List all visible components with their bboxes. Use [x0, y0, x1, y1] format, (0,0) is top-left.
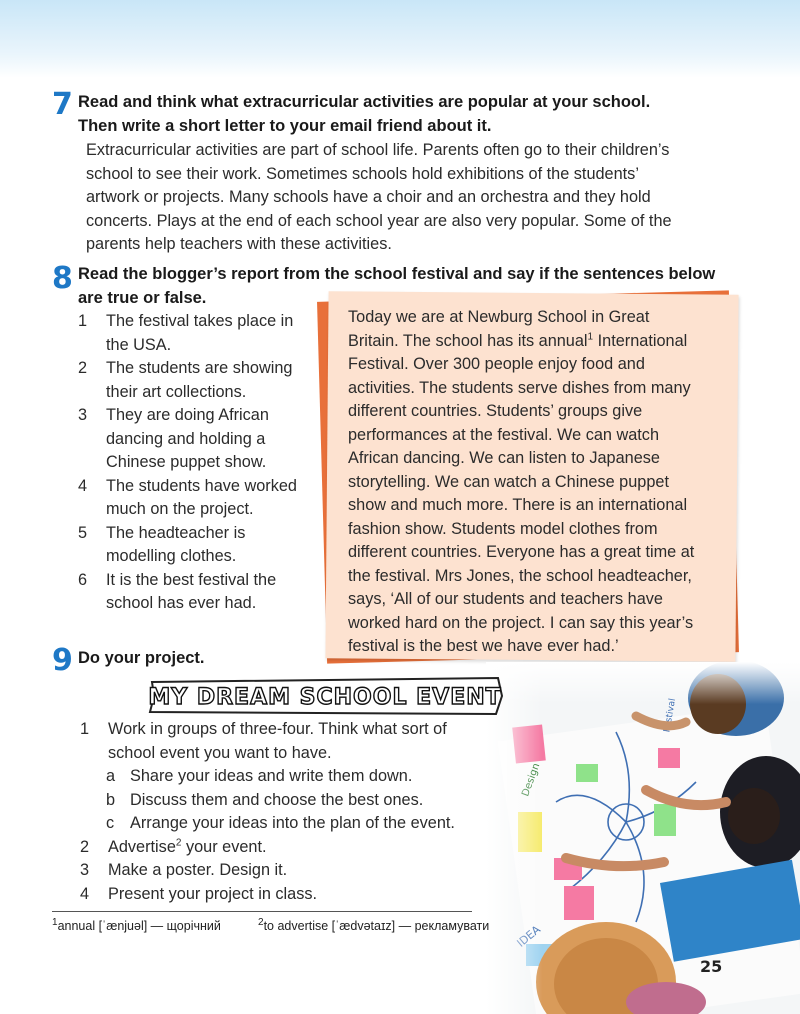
list-item	[78, 475, 318, 522]
item-number: 4	[80, 884, 90, 903]
blog-line: Festival. Over 300 people enjoy food and	[348, 355, 645, 373]
blog-line: African dancing. We can listen to Japanese	[348, 449, 660, 467]
blog-text: Britain. The school has its annual	[348, 331, 588, 350]
item-number: 2	[80, 837, 90, 856]
item-line: The students have worked	[106, 476, 297, 495]
item-number: 4	[78, 476, 88, 495]
exercise-9-number: 9	[52, 643, 73, 678]
blog-line: different countries. Everyone has a great time at	[348, 543, 695, 561]
exercise-8-heading-line: Read the blogger’s report from the school festival and say if the sentences below	[78, 265, 716, 283]
exercise-7-number: 7	[52, 87, 73, 122]
footnote-marker: 1	[52, 916, 58, 928]
footnote-divider	[52, 911, 472, 912]
item-number: 3	[78, 406, 88, 424]
blog-line: the festival. Mrs Jones, the school headteacher,	[348, 566, 692, 585]
list-item	[80, 718, 510, 765]
blog-line: worked hard on the project. I can say this year’s	[348, 613, 694, 632]
item-number: 1	[80, 720, 90, 738]
text-line: artwork or projects. Many schools have a choir and an orchestra and they hold	[86, 188, 651, 206]
blog-line: show and much more. There is an international	[348, 496, 688, 514]
list-item	[80, 765, 510, 789]
footnote-text: annual [ˈænjuəl] — щорічний	[57, 919, 221, 933]
item-line: Arrange your ideas into the plan of the event.	[130, 814, 455, 832]
item-number: 6	[78, 570, 88, 589]
blog-line: performances at the festival. We can watch	[348, 425, 659, 444]
exercise-7-heading-line: Read and think what extracurricular activities are popular at your school.	[78, 93, 651, 111]
list-item	[80, 812, 510, 836]
blog-text: International	[593, 331, 688, 350]
item-text: Advertise	[108, 837, 176, 856]
list-item	[80, 836, 510, 860]
exercise-8-heading-line: are true or false.	[78, 289, 207, 307]
blog-line: festival is the best we have ever had.’	[348, 637, 619, 655]
top-gradient-band	[0, 0, 800, 78]
item-number: 2	[78, 359, 88, 377]
blog-line: says, ‘All of our students and teachers have	[348, 590, 663, 608]
item-line: The headteacher is	[106, 523, 246, 542]
item-line: Share your ideas and write them down.	[130, 767, 413, 785]
project-steps-list	[80, 718, 510, 906]
footnote-1	[52, 918, 221, 934]
blog-line	[348, 330, 728, 354]
exercise-7-heading	[78, 90, 778, 138]
item-line: Work in groups of three-four. Think what sort of	[108, 720, 447, 738]
exercise-7-heading-line: Then write a short letter to your email friend about it.	[78, 117, 492, 135]
item-line: school event you want to have.	[108, 743, 332, 762]
list-item	[78, 357, 318, 404]
item-line: Present your project in class.	[108, 884, 318, 903]
item-line: much on the project.	[106, 500, 254, 518]
list-item	[80, 859, 510, 883]
blog-line: activities. The students serve dishes from many	[348, 378, 691, 397]
footnote-marker: 2	[258, 916, 264, 928]
project-title-banner	[146, 676, 504, 716]
list-item	[78, 310, 318, 357]
item-letter: a	[106, 767, 116, 785]
item-number: 3	[80, 861, 90, 879]
item-line: They are doing African	[106, 406, 269, 424]
item-letter: b	[106, 790, 116, 809]
footnote-marker: 1	[587, 331, 594, 343]
blog-line: fashion show. Students model clothes from	[348, 519, 658, 538]
item-line: the USA.	[106, 335, 172, 354]
item-line: their art collections.	[106, 382, 247, 401]
blog-line: storytelling. We can watch a Chinese puppet	[348, 472, 669, 491]
list-item	[78, 569, 318, 616]
item-number: 1	[78, 312, 88, 330]
project-title: MY DREAM SCHOOL EVENT	[148, 685, 502, 710]
footnote-text: to advertise [ˈædvətaɪz] — рекламувати	[263, 919, 490, 933]
item-line: Make a poster. Design it.	[108, 861, 288, 879]
exercise-8-number: 8	[52, 261, 73, 296]
item-number: 5	[78, 523, 88, 542]
footnote-marker: 2	[175, 837, 182, 849]
blog-report-text	[348, 306, 728, 659]
item-letter: c	[106, 814, 115, 832]
item-line: dancing and holding a	[106, 429, 266, 448]
exercise-9-heading: Do your project.	[78, 649, 205, 667]
list-item	[80, 883, 510, 907]
list-item	[78, 404, 318, 475]
item-line: school has ever had.	[106, 594, 257, 612]
list-item	[78, 522, 318, 569]
footnote-2	[258, 918, 489, 934]
text-line: concerts. Plays at the end of each school year are also very popular. Some of the	[86, 211, 672, 230]
text-line: Extracurricular activities are part of school life. Parents often go to their children’s	[86, 141, 670, 159]
text-line: school to see their work. Sometimes schools hold exhibitions of the students’	[86, 164, 639, 183]
blog-line: different countries. Students’ groups give	[348, 402, 643, 420]
item-line: modelling clothes.	[106, 547, 237, 565]
item-line: It is the best festival the	[106, 570, 277, 589]
item-line: The festival takes place in	[106, 312, 294, 330]
blog-line: Today we are at Newburg School in Great	[348, 308, 650, 326]
item-text: your event.	[181, 837, 267, 856]
item-line: Discuss them and choose the best ones.	[130, 790, 424, 809]
exercise-7-text	[86, 139, 786, 257]
page-number: 25	[700, 957, 723, 976]
true-false-list	[78, 310, 318, 616]
students-working-photo	[486, 662, 800, 1014]
list-item	[80, 789, 510, 813]
item-line: Chinese puppet show.	[106, 453, 267, 471]
item-line: The students are showing	[106, 359, 293, 377]
text-line: parents help teachers with these activities.	[86, 235, 392, 253]
